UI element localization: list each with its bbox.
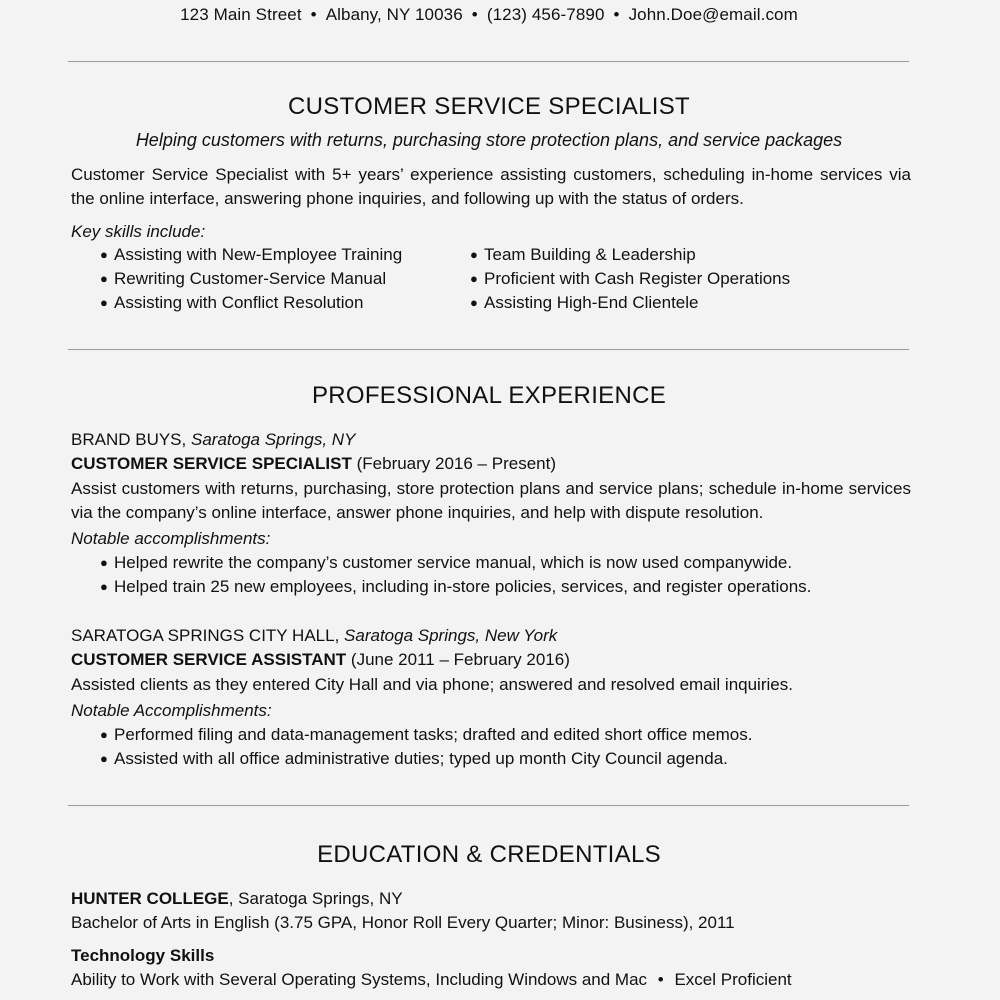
bullet-icon: ● (100, 727, 108, 742)
bullet-icon: ● (100, 555, 108, 570)
bullet-icon: ● (100, 295, 108, 310)
degree-line: Bachelor of Arts in English (3.75 GPA, Honor Roll Every Quarter; Minor: Business), 2011 (71, 913, 735, 932)
bullet-icon: ● (100, 751, 108, 766)
section-divider (68, 805, 909, 806)
job-role-line (71, 650, 570, 670)
tech-skill: Ability to Work with Several Operating Systems, Including Windows and Mac (71, 970, 648, 989)
job-dates: (February 2016 – Present) (356, 454, 556, 473)
contact-separator: • (613, 5, 620, 24)
contact-address: 123 Main Street (180, 5, 302, 24)
job-employer: BRAND BUYS, (71, 430, 187, 449)
skill-item: ● Assisting High-End Clientele (470, 293, 699, 312)
tech-skills-line (71, 970, 792, 990)
job-location: Saratoga Springs, New York (344, 626, 558, 645)
bullet-icon: ● (100, 247, 108, 262)
education-title: EDUCATION & CREDENTIALS (317, 841, 661, 868)
accomplishments-label: Notable accomplishments: (71, 529, 271, 548)
job-description: Assist customers with returns, purchasing, store protection plans and service plans; schedule in-home services via the company’s online interface, answer phone inquiries, and help with dispute resolution. (71, 479, 911, 522)
job-description: Assisted clients as they entered City Hall and via phone; answered and resolved email inquiries. (71, 675, 793, 694)
bullet-icon: ● (470, 247, 478, 262)
accomplishments-label: Notable Accomplishments: (71, 701, 272, 720)
skill-item: ● Proficient with Cash Register Operations (470, 269, 791, 288)
contact-separator: • (310, 5, 317, 24)
skill-item: ● Rewriting Customer-Service Manual (100, 269, 387, 288)
skill-item: ● Team Building & Leadership (470, 245, 696, 264)
experience-title: PROFESSIONAL EXPERIENCE (311, 382, 667, 409)
skills-label: Key skills include: (71, 222, 206, 241)
contact-separator: • (471, 5, 478, 24)
school-location: , Saratoga Springs, NY (228, 889, 403, 908)
tech-separator: • (657, 970, 664, 989)
contact-line (0, 5, 978, 25)
contact-phone: (123) 456-7890 (486, 5, 605, 24)
job-employer-line (71, 626, 557, 646)
accomplishment-item: ● Helped train 25 new employees, including in-store policies, services, and register operations. (100, 577, 812, 596)
job-role-line (71, 454, 556, 474)
tech-skills-label: Technology Skills (71, 946, 215, 965)
job-dates: (June 2011 – February 2016) (350, 650, 570, 669)
accomplishment-item: ● Performed filing and data-management tasks; drafted and edited short office memos. (100, 725, 753, 744)
skill-item: ● Assisting with Conflict Resolution (100, 293, 364, 312)
accomplishment-item: ● Assisted with all office administrative duties; typed up month City Council agenda. (100, 749, 728, 768)
school-name: HUNTER COLLEGE (71, 889, 229, 908)
job-role: CUSTOMER SERVICE ASSISTANT (71, 650, 347, 669)
tech-skill: Excel Proficient (674, 970, 792, 989)
skill-item: ● Assisting with New-Employee Training (100, 245, 403, 264)
school-line (71, 889, 403, 909)
summary-tagline: Helping customers with returns, purchasing store protection plans, and service packages (135, 130, 843, 150)
job-role: CUSTOMER SERVICE SPECIALIST (71, 454, 352, 473)
summary-title: CUSTOMER SERVICE SPECIALIST (288, 93, 690, 120)
bullet-icon: ● (470, 271, 478, 286)
contact-email[interactable]: John.Doe@email.com (628, 5, 798, 24)
section-divider (68, 61, 909, 62)
job-employer: SARATOGA SPRINGS CITY HALL, (71, 626, 340, 645)
bullet-icon: ● (100, 271, 108, 286)
section-divider (68, 349, 909, 350)
job-employer-line (71, 430, 355, 450)
contact-city: Albany, NY 10036 (325, 5, 463, 24)
bullet-icon: ● (100, 579, 108, 594)
summary-text: Customer Service Specialist with 5+ years’ experience assisting customers, scheduling in-home services via the online interface, answering phone inquiries, and following up with the status of orders. (71, 165, 911, 208)
accomplishment-item: ● Helped rewrite the company’s customer service manual, which is now used companywide. (100, 553, 793, 572)
job-location: Saratoga Springs, NY (190, 430, 356, 449)
bullet-icon: ● (470, 295, 478, 310)
